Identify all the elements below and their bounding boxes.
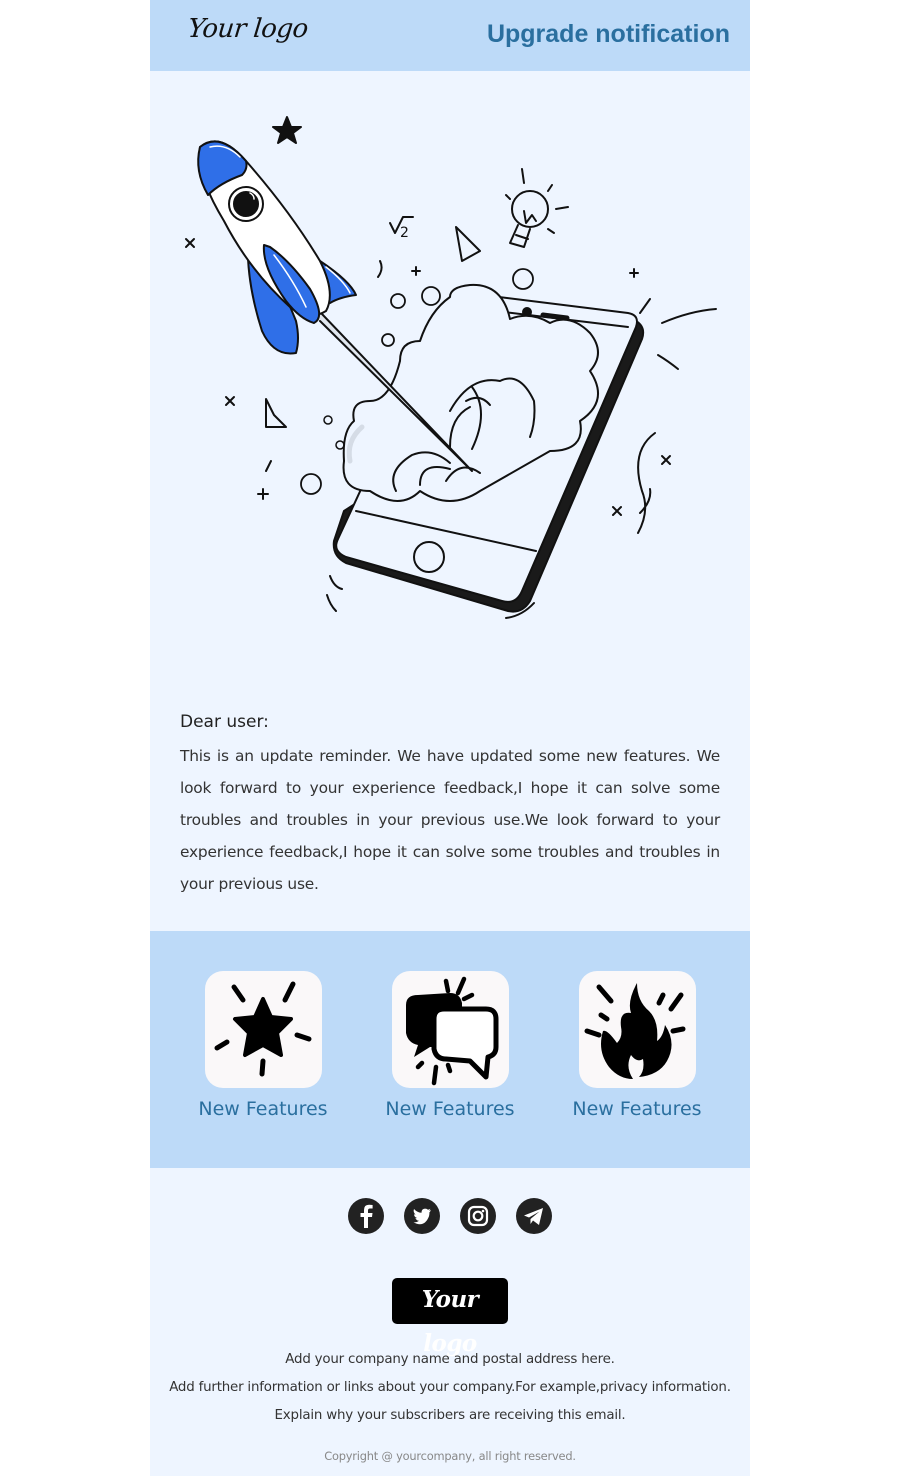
feature-item[interactable] <box>183 971 343 1120</box>
message-content <box>180 708 720 900</box>
hero-illustration <box>150 71 750 691</box>
copyright: Copyright @ yourcompany, all right reserved. <box>324 1449 576 1463</box>
twitter-icon[interactable] <box>404 1198 440 1234</box>
footer-line-address: Add your company name and postal address here. <box>285 1352 615 1367</box>
feature-tile <box>392 971 509 1088</box>
feature-item[interactable] <box>557 971 717 1120</box>
header <box>150 0 750 71</box>
facebook-icon[interactable] <box>348 1198 384 1234</box>
footer-logo[interactable]: Your logo <box>392 1278 508 1324</box>
feature-tile <box>579 971 696 1088</box>
social-links <box>150 1198 750 1236</box>
instagram-icon[interactable] <box>460 1198 496 1234</box>
svg-text:2: 2 <box>400 225 409 241</box>
feature-label: New Features <box>198 1098 328 1120</box>
sparkling-star-icon <box>205 971 322 1088</box>
header-logo[interactable]: Your logo <box>186 14 310 44</box>
flame-icon <box>579 971 696 1088</box>
footer-line-reason: Explain why your subscribers are receiving this email. <box>274 1408 626 1423</box>
rocket-phone-illustration-icon <box>150 71 750 691</box>
feature-label: New Features <box>385 1098 515 1120</box>
telegram-icon[interactable] <box>516 1198 552 1234</box>
footer-info <box>150 1346 750 1430</box>
email-container <box>150 0 750 1476</box>
header-title: Upgrade notification <box>486 20 730 48</box>
feature-tile <box>205 971 322 1088</box>
feature-item[interactable] <box>370 971 530 1120</box>
features-section <box>150 931 750 1168</box>
feature-label: New Features <box>572 1098 702 1120</box>
chat-bubbles-icon <box>392 971 509 1088</box>
footer-line-info: Add further information or links about your company.For example,privacy information. <box>169 1380 731 1395</box>
greeting: Dear user: <box>180 712 269 732</box>
message-body: This is an update reminder. We have updated some new features. We look forward to your experience feedback,I hope it can solve some troubles and troubles in your previous use.We look forward to your experience feedback,I hope it can solve some troubles and troubles in your previous use. <box>180 747 720 893</box>
